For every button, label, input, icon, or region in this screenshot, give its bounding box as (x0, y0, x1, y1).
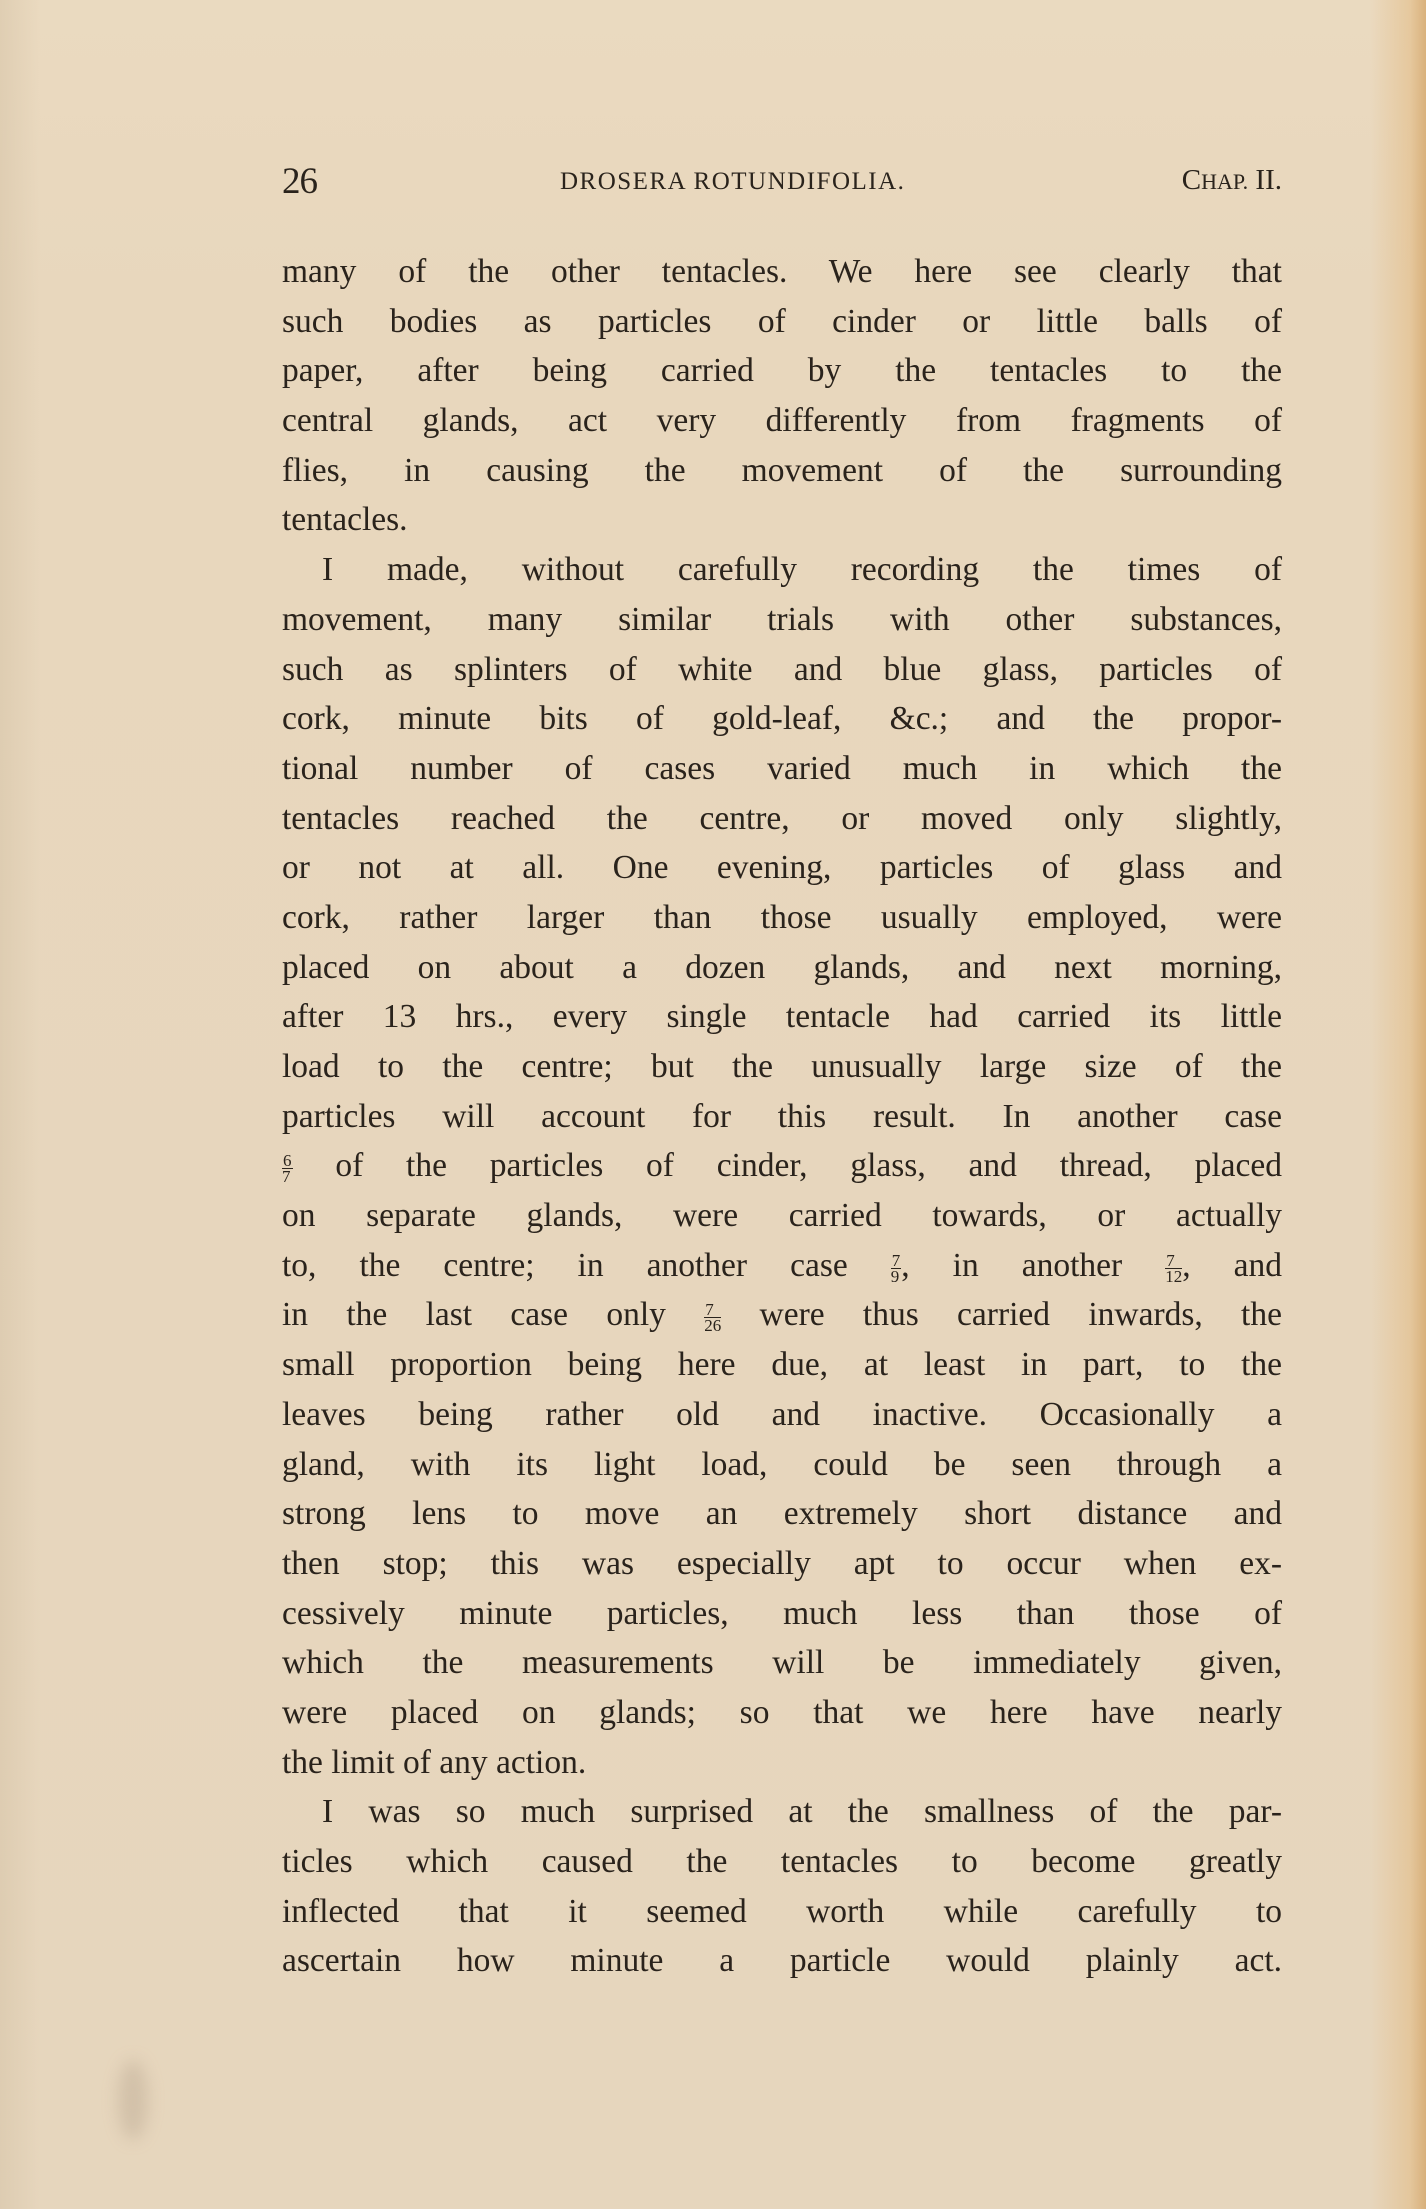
text-line: cork, rather larger than those usually employed, were (282, 898, 1282, 936)
text-line: I made, without carefully recording the times of (322, 551, 1282, 589)
text-line: after 13 hrs., every single tentacle had carried its little (282, 998, 1282, 1036)
fraction: $\frac{6}{7}$ (282, 1151, 292, 1187)
text-line: ticles which caused the tentacles to become greatly (282, 1843, 1282, 1880)
text-line: then stop; this was especially apt to occur when ex- (282, 1544, 1282, 1582)
text-line: flies, in causing the movement of the surrounding (282, 451, 1282, 489)
text-line: cessively minute particles, much less than those of (282, 1594, 1282, 1632)
body-text (282, 247, 1282, 1986)
text-line: ascertain how minute a particle would plainly act. (282, 1942, 1282, 1980)
text-line: small proportion being here due, at least in part, to the (282, 1346, 1282, 1384)
text-line: to, the centre; in another case $\frac{7}{9}$ , in another $\frac{7}{12}$ , and (282, 1246, 1283, 1286)
running-head (282, 160, 1282, 204)
chapter-reference (1182, 164, 1282, 197)
text-line: or not at all. One evening, particles of glass and (282, 849, 1282, 887)
page-smudge (118, 2060, 148, 2140)
page-number: 26 (282, 161, 317, 202)
text-line: tentacles. (282, 501, 408, 539)
text-line: the limit of any action. (282, 1743, 587, 1781)
fraction: $\frac{7}{26}$ (704, 1300, 722, 1336)
fraction: $\frac{7}{9}$ (890, 1250, 901, 1286)
text-line: which the measurements will be immediately given, (282, 1644, 1282, 1682)
text-line: gland, with its light load, could be seen through a (282, 1445, 1282, 1483)
fraction: $\frac{7}{12}$ (1165, 1250, 1183, 1286)
text-line: on separate glands, were carried towards, or actually (282, 1197, 1282, 1235)
text-line: central glands, act very differently from fragments of (282, 402, 1282, 440)
text-line: particles will account for this result. In another case (282, 1097, 1282, 1135)
text-line: movement, many similar trials with other substances, (282, 600, 1282, 638)
text-line: placed on about a dozen glands, and next morning, (282, 948, 1282, 986)
running-title: DROSERA ROTUNDIFOLIA. (560, 168, 906, 195)
text-line: paper, after being carried by the tentacles to the (282, 352, 1282, 390)
chapter-prefix: C (1181, 164, 1202, 196)
text-line: such as splinters of white and blue glass, particles of (282, 650, 1282, 688)
text-line: $\frac{6}{7}$ of the particles of cinder, glass, and thread, placed (282, 1147, 1282, 1187)
text-line: in the last case only $\frac{7}{26}$ were thus carried inwards, the (282, 1296, 1282, 1336)
chapter-smallcaps: HAP. (1201, 169, 1249, 194)
text-line: leaves being rather old and inactive. Occasionally a (282, 1395, 1282, 1433)
text-line: tentacles reached the centre, or moved only slightly, (282, 799, 1282, 837)
text-line: I was so much surprised at the smallness of the par- (322, 1793, 1282, 1831)
text-line: load to the centre; but the unusually large size of the (282, 1048, 1282, 1085)
text-line: cork, minute bits of gold-leaf, &c.; and the propor- (282, 700, 1282, 738)
text-line: such bodies as particles of cinder or little balls of (282, 302, 1282, 340)
text-line: inflected that it seemed worth while carefully to (282, 1892, 1282, 1930)
text-line: tional number of cases varied much in which the (282, 749, 1282, 787)
text-line: were placed on glands; so that we here have nearly (282, 1693, 1282, 1731)
text-line: strong lens to move an extremely short distance and (282, 1495, 1282, 1533)
chapter-number: II. (1255, 164, 1282, 196)
text-line: many of the other tentacles. We here see clearly that (282, 253, 1282, 290)
